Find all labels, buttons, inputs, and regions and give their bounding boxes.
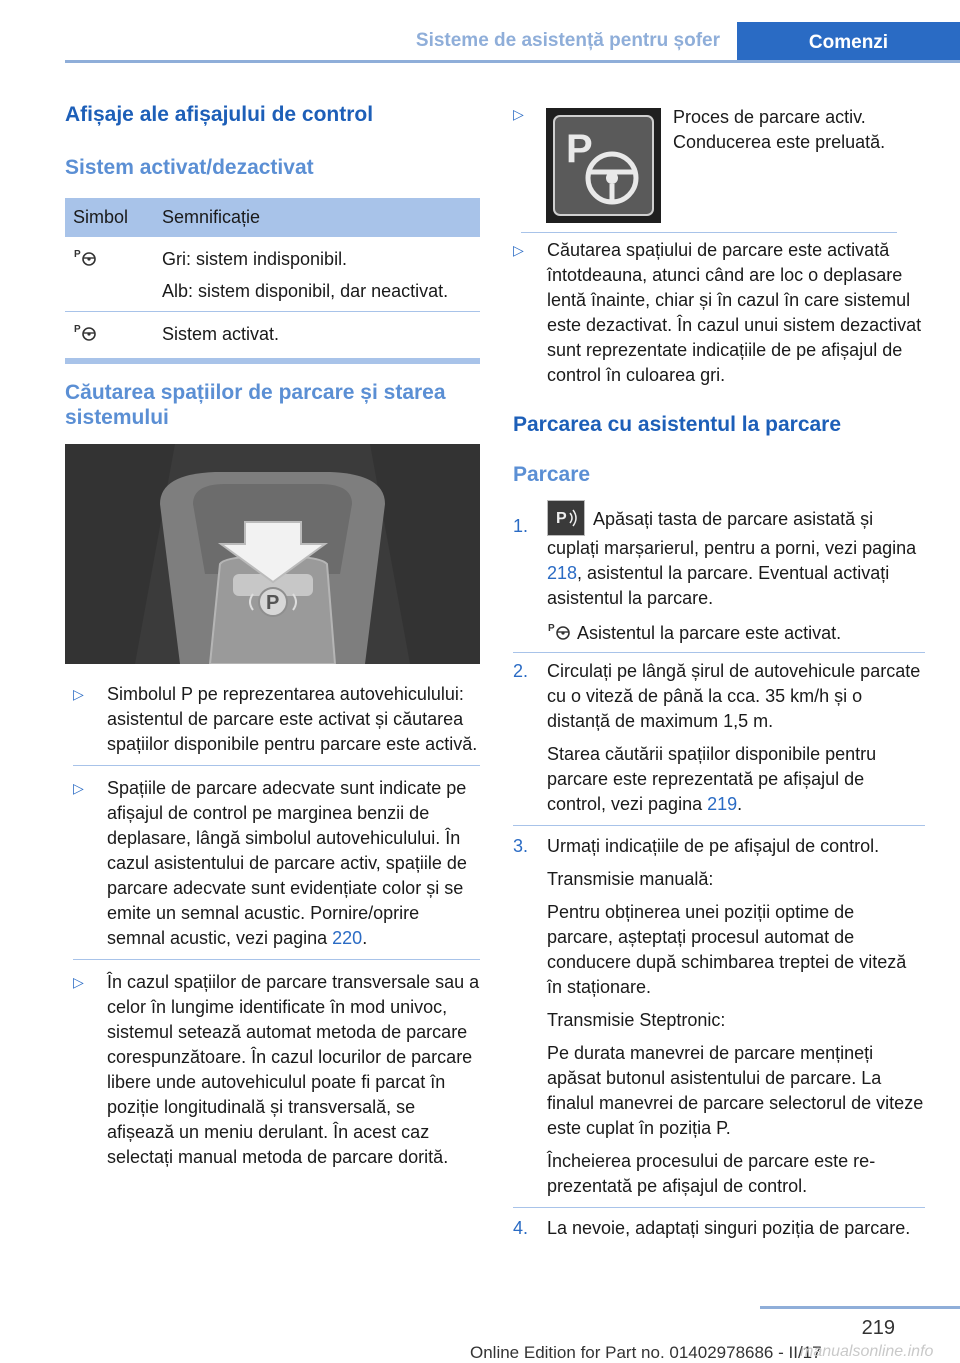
header-rule <box>65 60 960 63</box>
parking-assist-steering-icon <box>546 108 661 223</box>
list-item: ▷ În cazul spațiilor de parcare transversale sau a celor în lungime identificate în mod univoc, sistemul setează automat metoda de parcare corespunzătoare. În cazul locurilor de parcare libere unde autovehiculul poate fi parcat în poziție longitudinală și transversală, se afișează un meniu derulant. În acest caz selectați manual metoda de parcare dorită. <box>65 970 480 1170</box>
header-tab-comenzi[interactable]: Comenzi <box>737 22 960 63</box>
list-item: ▷ Căutarea spațiului de parcare este activată întotdeauna, atunci când are loc o deplasare lentă înainte, chiar și în cazul în care sistemul este dezactivat. În cazul unui sistem dezactivat sunt reprezentate indicațiile de pe afișajul de control în culoarea gri. <box>505 238 925 388</box>
left-bullet-list <box>65 682 480 1170</box>
section-title-parking: Parcare <box>513 463 591 486</box>
process-active-line2: Conducerea este preluată. <box>673 132 886 152</box>
triangle-bullet-icon: ▷ <box>73 686 84 702</box>
page-link-218[interactable]: 218 <box>547 563 578 583</box>
process-active-line1: Proces de parcare activ. <box>673 107 866 127</box>
parking-assist-active-icon <box>65 322 162 354</box>
list-item: 1. P Apăsați tasta de parcare asistată și cuplați marșarierul, pentru a porni, vezi pagina 218, asistentul la parcare. Eventual activați asistentul la parcare. P Asistentul la parcare este activat. <box>513 500 925 646</box>
list-item: 4. La nevoie, adaptați singuri poziția de parcare. <box>513 1218 911 1238</box>
table-header <box>65 198 480 237</box>
symbol-table <box>65 198 480 364</box>
list-separator <box>521 232 897 233</box>
triangle-bullet-icon: ▷ <box>513 106 524 122</box>
footer-rule <box>760 1306 960 1309</box>
header-section-title: Sisteme de asistență pentru șofer <box>415 30 720 51</box>
list-separator <box>73 765 480 766</box>
table-bottom-rule <box>65 359 480 364</box>
parking-assist-gray-icon <box>65 247 162 311</box>
page-link-220[interactable]: 220 <box>332 928 363 948</box>
triangle-bullet-icon: ▷ <box>513 242 524 258</box>
steps-list <box>513 500 925 1241</box>
triangle-bullet-icon: ▷ <box>73 780 84 796</box>
col-symbol: Simbol <box>73 207 129 227</box>
list-item: 2. Circulați pe lângă șirul de autovehicule parcate cu o viteză de până la cca. 35 km/h și o distanță de maximum 1,5 m. Starea căutării spațiilor disponibile pentru parcare este reprezentată pe afișajul de control, vezi pagina 219. <box>513 661 921 814</box>
col-meaning: Semnificație <box>162 207 261 227</box>
row2-active: Sistem activat. <box>162 324 280 344</box>
table-row <box>65 312 480 359</box>
parking-assist-active-icon <box>547 621 573 641</box>
svg-text:P: P <box>74 324 81 335</box>
page-number: 219 <box>861 1317 895 1339</box>
parking-search-illustration <box>65 444 480 664</box>
list-item: 3. Urmați indicațiile de pe afișajul de control. Transmisie manuală: Pentru obținerea unei poziții optime de parcare, așteptați procesul automat de conducere după schimbarea treptei de viteză în staționare. Transmisie Steptronic: Pe durata manevrei de parcare mențineți apăsat butonul asistentului de parcare. La finalul manevrei de parcare selectorul de viteze este cuplat în poziția P. Încheierea procesului de parcare este reprezentată pe afișajul de control. <box>513 836 924 1196</box>
list-separator <box>513 1207 925 1208</box>
list-separator <box>73 959 480 960</box>
section-title-parking-assistant: Parcarea cu asistentul la parcare <box>513 413 842 436</box>
page-link-219[interactable]: 219 <box>707 794 738 814</box>
svg-text:P: P <box>548 623 555 634</box>
watermark: manualsonline.info <box>800 1343 934 1360</box>
svg-text:P: P <box>266 592 280 614</box>
section-title-system: Sistem activat/dezactivat <box>65 156 314 179</box>
section-title-search: Căutarea spațiilor de parcare și starea sistemului <box>65 381 446 429</box>
parking-button-icon <box>547 500 585 536</box>
svg-text:P: P <box>566 127 593 171</box>
page-title: Afișaje ale afișajului de control <box>65 103 374 126</box>
list-item: ▷ Simbolul P pe reprezentarea autovehiculului: asistentul de parcare este activat și căutarea spațiilor disponibile pentru parcare este activă. <box>65 682 480 757</box>
list-item: ▷ Spațiile de parcare adecvate sunt indicate pe afișajul de control pe marginea benzii de deplasare, lângă simbolul autovehiculului. În cazul asistentului de parcare activ, spațiile de parcare adecvate sunt evidențiate color și se emite un semnal acustic. Pornire/oprire semnal acustic, vezi pagina 220. <box>65 776 480 951</box>
list-separator <box>513 825 925 826</box>
svg-text:P: P <box>556 510 567 527</box>
table-row <box>65 237 480 312</box>
row1-white: Alb: sistem disponibil, dar neactivat. <box>162 281 449 301</box>
row1-gray: Gri: sistem indisponibil. <box>162 249 348 269</box>
list-separator <box>513 652 925 653</box>
triangle-bullet-icon: ▷ <box>73 974 84 990</box>
svg-text:P: P <box>74 249 81 260</box>
footer-edition: Online Edition for Part no. 01402978686 - II/17 <box>470 1343 822 1362</box>
